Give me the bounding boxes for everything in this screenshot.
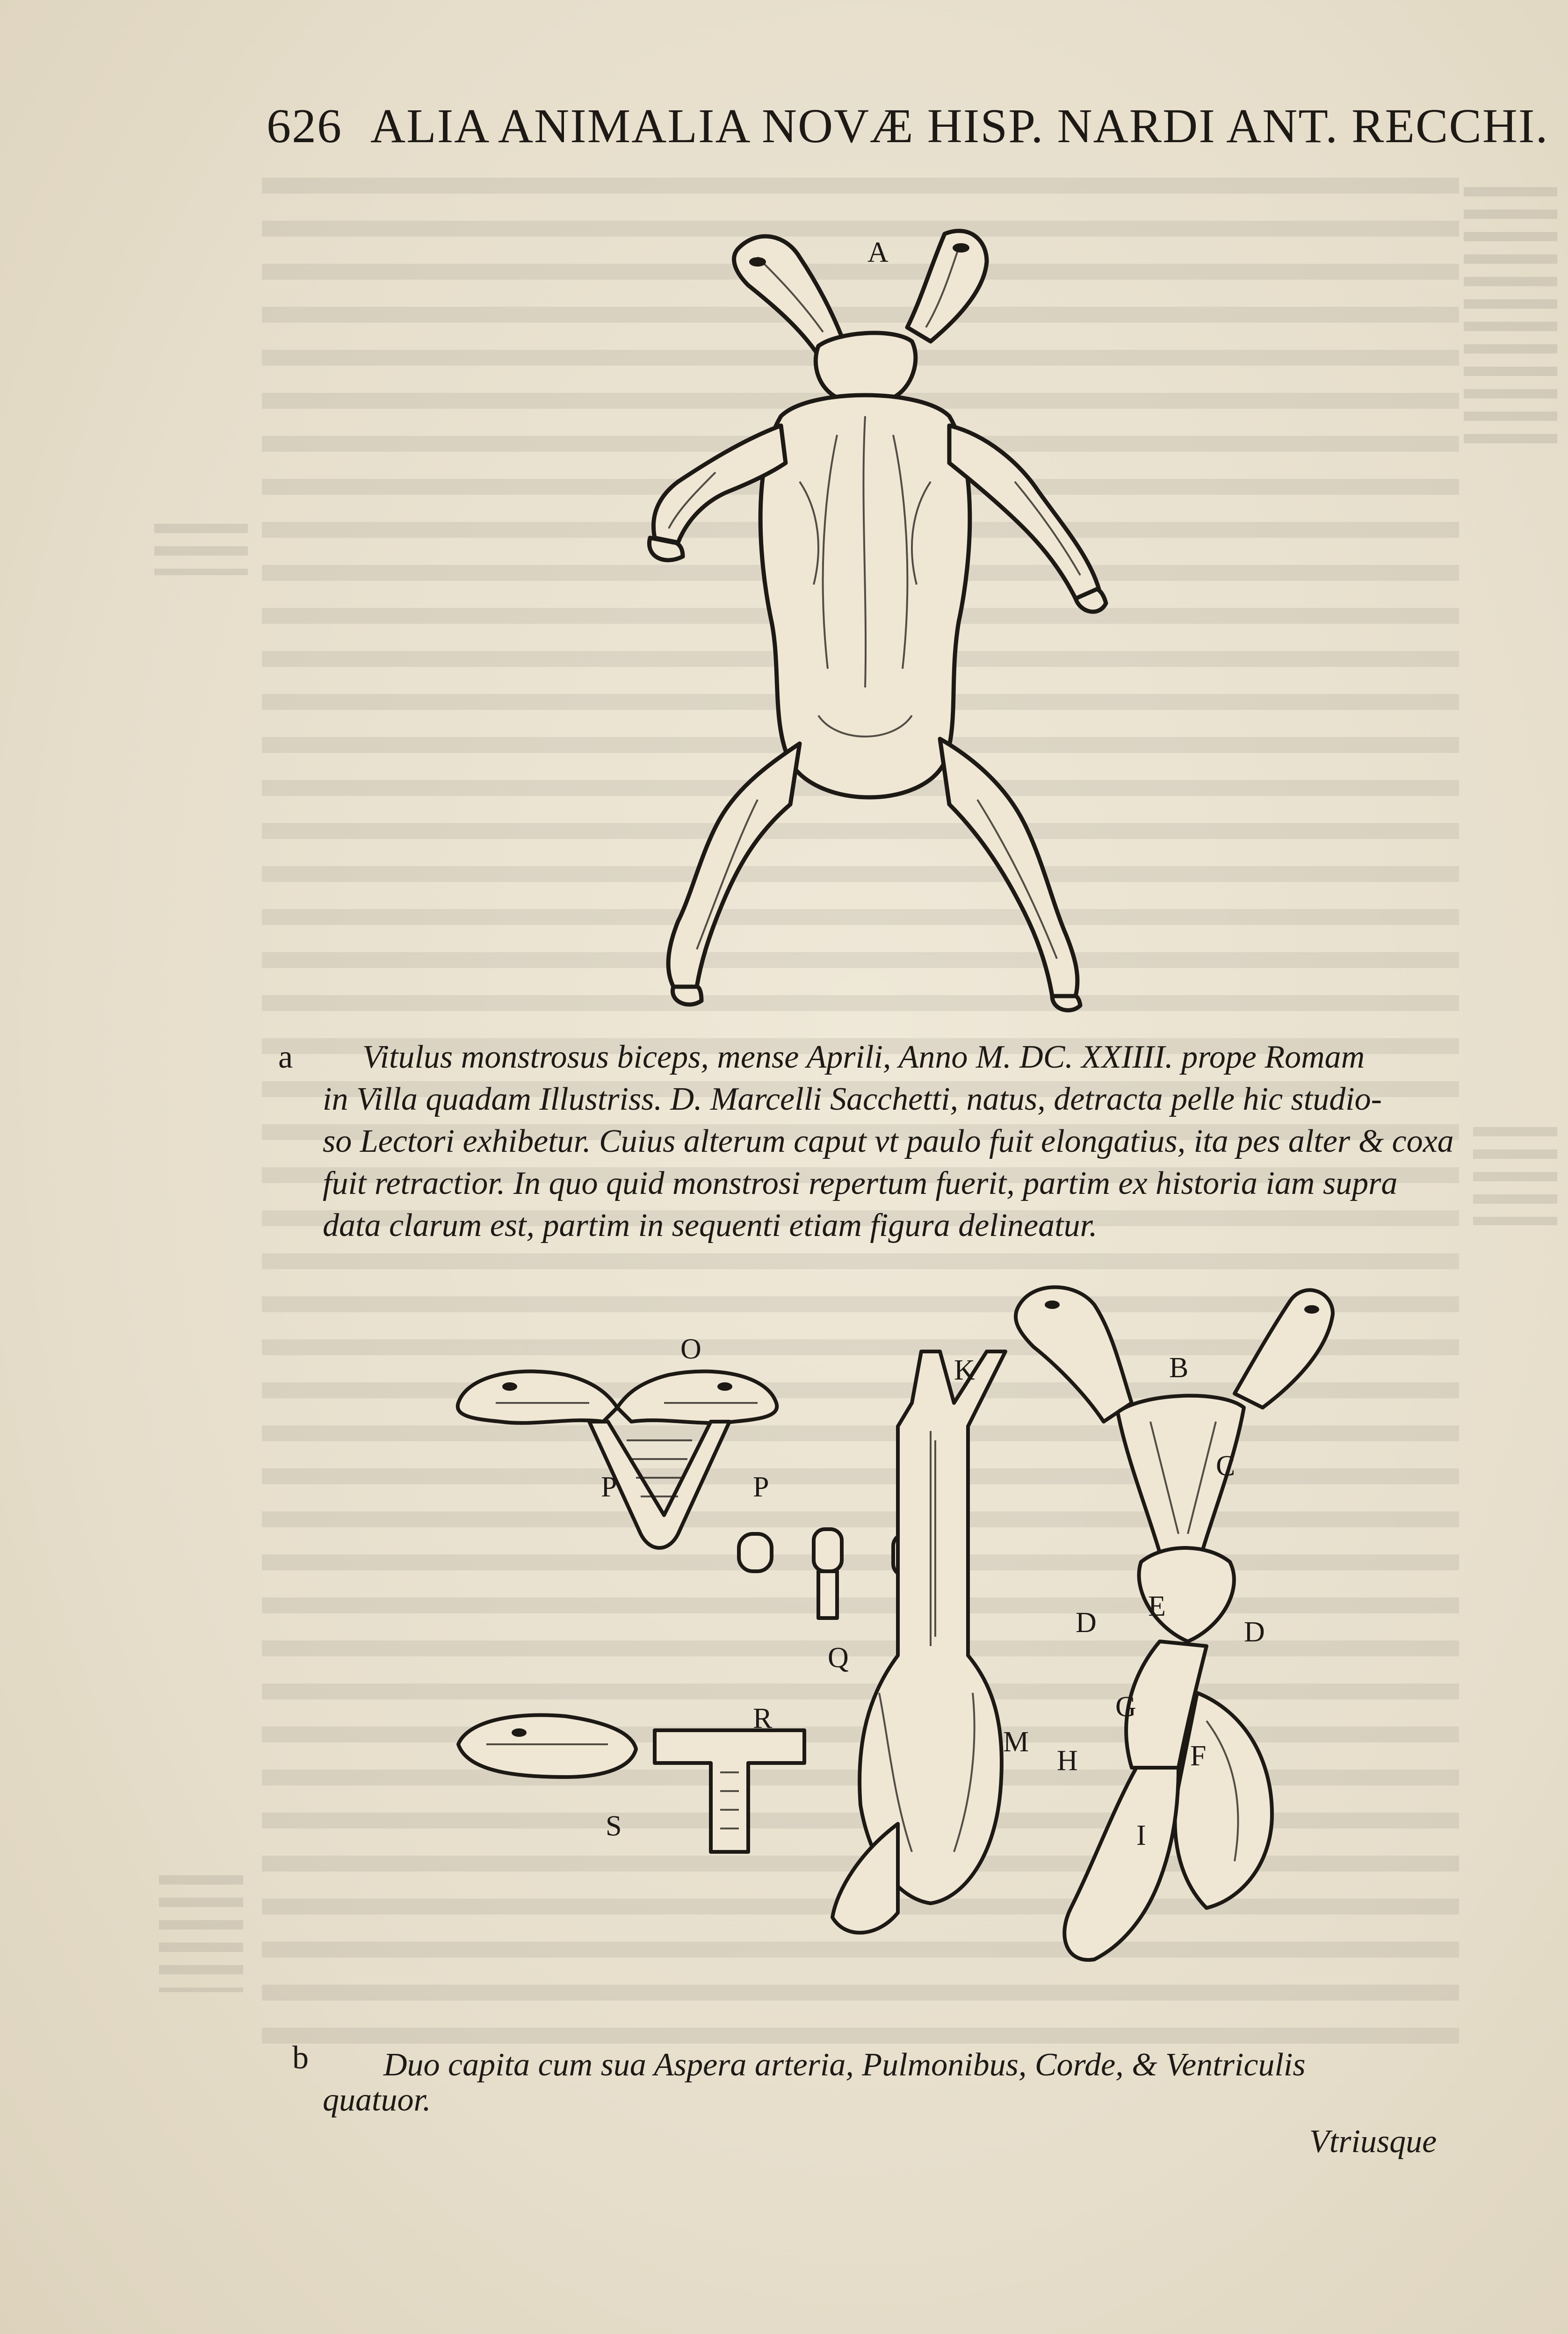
figure-b-label-q: Q	[828, 1642, 849, 1674]
figure-b-label-c: C	[1216, 1450, 1236, 1482]
show-through-margin-note	[159, 1875, 243, 1992]
figure-b-label-k: K	[954, 1354, 975, 1386]
figure-b-label-g: G	[1115, 1691, 1136, 1723]
figure-b-label-h: H	[1057, 1745, 1078, 1777]
figure-b-label-e: E	[1148, 1590, 1166, 1622]
figure-b-label-s: S	[606, 1810, 622, 1842]
figure-b-label-r: R	[753, 1703, 773, 1734]
figure-b-anatomy	[449, 1272, 1375, 2011]
caption-b-letter: b	[292, 2040, 309, 2076]
figure-b-label-i: I	[1136, 1820, 1146, 1851]
caption-a-line-4: fuit retractior. In quo quid monstrosi repertum fuerit, partim ex historia iam supra	[323, 1165, 1398, 1201]
caption-a-line-2: in Villa quadam Illustriss. D. Marcelli Sacchetti, natus, detracta pelle hic studio-	[323, 1081, 1382, 1117]
page-number: 626	[267, 99, 342, 153]
figure-b-label-d: D	[1244, 1616, 1265, 1648]
caption-a-line-1: Vitulus monstrosus biceps, mense Aprili, Anno M. DC. XXIIII. prope Romam	[362, 1039, 1365, 1075]
caption-b-line-1: Duo capita cum sua Aspera arteria, Pulmonibus, Corde, & Ventriculis	[383, 2047, 1306, 2083]
figure-b-label-d: D	[1076, 1607, 1097, 1639]
figure-b-label-b: B	[1169, 1352, 1189, 1384]
figure-b-label-m: M	[1003, 1726, 1029, 1758]
show-through-margin-note	[154, 524, 248, 575]
running-head	[267, 98, 1549, 159]
caption-b-line-2: quatuor.	[323, 2082, 431, 2118]
figure-a-label-a: A	[867, 237, 889, 268]
figure-b-label-p: P	[601, 1471, 617, 1503]
figure-b-label-o: O	[680, 1333, 701, 1365]
caption-a-letter: a	[278, 1039, 293, 1075]
running-title: ALIA ANIMALIA NOVÆ HISP. NARDI ANT. RECCHI.	[370, 99, 1549, 153]
figure-a-two-headed-calf	[538, 220, 1216, 1015]
show-through-margin-note	[1473, 1127, 1557, 1225]
figure-b-label-f: F	[1190, 1740, 1207, 1772]
catchword: Vtriusque	[1309, 2124, 1437, 2160]
show-through-margin-note	[1464, 187, 1557, 449]
caption-a-line-3: so Lectori exhibetur. Cuius alterum caput vt paulo fuit elongatius, ita pes alter & coxa	[323, 1123, 1454, 1159]
caption-a-line-5: data clarum est, partim in sequenti etiam figura delineatur.	[323, 1207, 1098, 1243]
figure-b-label-p: P	[753, 1471, 769, 1503]
